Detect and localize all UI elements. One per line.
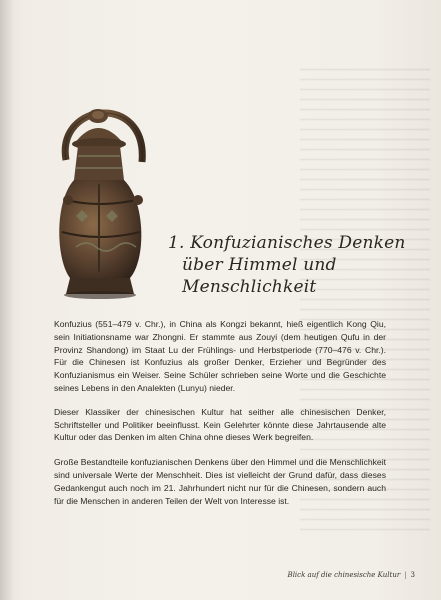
page-gutter-shadow xyxy=(0,0,14,600)
page-number: 3 xyxy=(410,571,415,579)
bronze-vessel-icon xyxy=(52,82,154,302)
footer-separator: | xyxy=(404,571,407,579)
paragraph-1: Konfuzius (551–479 v. Chr.), in China als Kongzi bekannt, hieß eigentlich Kong Qiu, sein Initiationsname war Zhongni. Er stammte aus Zouyi (dem heutigen Qufu in der Provinz Shandong) im Staat Lu der Frühlings- und Herbstperiode (770–476 v. Chr.). Für die Chinesen ist Konfuzius als großer Denker, Erzieher und Begründer des Konfuzianismus ein Weiser. Seine Schüler schrieben seine Worte und die Geschichte seines Lebens in den Analekten (Lunyu) nieder. xyxy=(54,319,386,393)
chapter-title-line2: über Himmel und xyxy=(182,255,337,275)
body-text xyxy=(54,318,386,518)
chapter-title-line1: 1. Konfuzianisches Denken xyxy=(168,233,406,253)
chapter-title xyxy=(168,232,428,298)
paragraph-2: Dieser Klassiker der chinesischen Kultur hat seither alle chinesischen Denker, Schriftsteller und Politiker beeinflusst. Kein Gelehrter könnte diese Jahrtausende alte Kultur oder das Denken im alten China ohne dieses Werk begreifen. xyxy=(54,406,386,443)
chapter-title-line3: Menschlichkeit xyxy=(182,277,317,297)
running-title: Blick auf die chinesische Kultur xyxy=(287,571,401,579)
paragraph-3: Große Bestandteile konfuzianischen Denkens über den Himmel und die Menschlichkeit sind universale Werte der Menschheit. Dies ist vielleicht der Grund dafür, dass dieses Gedankengut auch noch im 21. Jahrhundert nicht nur für die Chinesen, sondern auch für die Menschen in anderen Teilen der Welt von Interesse ist. xyxy=(54,457,386,506)
page-footer xyxy=(288,571,415,579)
